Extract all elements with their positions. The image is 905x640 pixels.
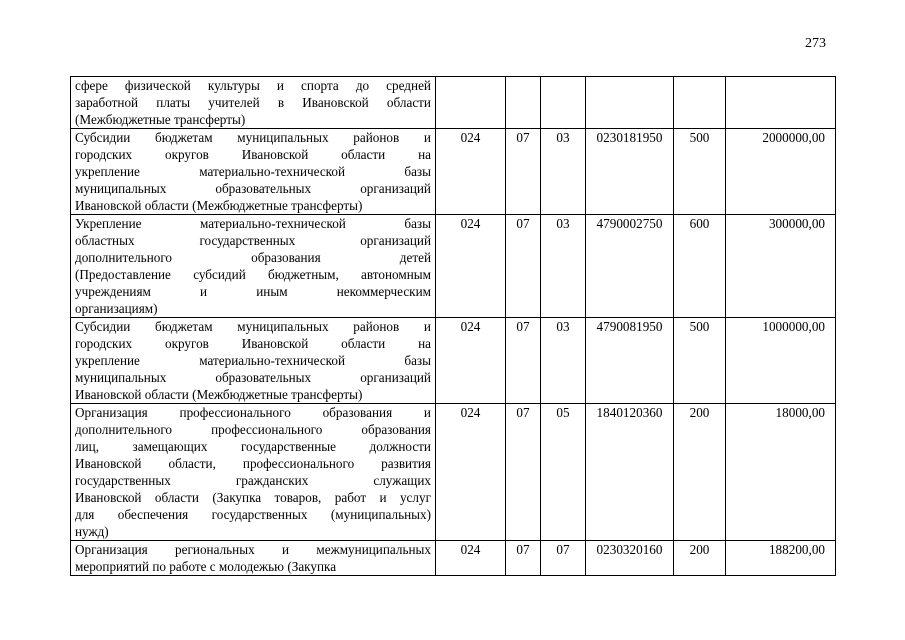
description-line: укрепление материально-технической базы xyxy=(75,164,431,179)
amount-cell: 1000000,00 xyxy=(726,318,836,404)
description-line: лиц, замещающих государственные должности xyxy=(75,439,431,454)
ministry-code-cell: 024 xyxy=(436,404,506,541)
expense-type-cell xyxy=(674,77,726,129)
description-line: Ивановской области (Закупка товаров, работ и услуг xyxy=(75,490,431,505)
target-article-cell: 4790081950 xyxy=(586,318,674,404)
subsection-code-cell: 03 xyxy=(541,215,586,318)
description-line: муниципальных образовательных организаций xyxy=(75,370,431,385)
description-line: нужд) xyxy=(75,524,109,539)
description-line: Ивановской области (Межбюджетные трансферты) xyxy=(75,198,363,213)
section-code-cell xyxy=(506,77,541,129)
expense-type-cell: 500 xyxy=(674,318,726,404)
description-cell xyxy=(71,129,436,215)
description-line: укрепление материально-технической базы xyxy=(75,353,431,368)
ministry-code-cell: 024 xyxy=(436,129,506,215)
ministry-code-cell: 024 xyxy=(436,541,506,576)
ministry-code-cell: 024 xyxy=(436,318,506,404)
amount-cell: 18000,00 xyxy=(726,404,836,541)
subsection-code-cell xyxy=(541,77,586,129)
amount-cell xyxy=(726,77,836,129)
description-line: муниципальных образовательных организаций xyxy=(75,181,431,196)
description-line: Субсидии бюджетам муниципальных районов и xyxy=(75,319,431,334)
target-article-cell: 4790002750 xyxy=(586,215,674,318)
target-article-cell: 0230181950 xyxy=(586,129,674,215)
description-cell xyxy=(71,77,436,129)
target-article-cell: 1840120360 xyxy=(586,404,674,541)
amount-cell: 188200,00 xyxy=(726,541,836,576)
description-line: городских округов Ивановской области на xyxy=(75,336,431,351)
amount-cell: 300000,00 xyxy=(726,215,836,318)
description-line: Укрепление материально-технической базы xyxy=(75,216,431,231)
section-code-cell: 07 xyxy=(506,215,541,318)
description-cell xyxy=(71,541,436,576)
budget-table xyxy=(70,76,836,576)
expense-type-cell: 200 xyxy=(674,541,726,576)
amount-cell: 2000000,00 xyxy=(726,129,836,215)
description-line: дополнительного профессионального образования xyxy=(75,422,431,437)
table-row xyxy=(71,541,836,576)
table-row xyxy=(71,215,836,318)
table-row xyxy=(71,129,836,215)
description-line: дополнительного образования детей xyxy=(75,250,431,265)
target-article-cell xyxy=(586,77,674,129)
description-line: (Межбюджетные трансферты) xyxy=(75,112,246,127)
subsection-code-cell: 03 xyxy=(541,318,586,404)
page-number: 273 xyxy=(805,36,826,51)
description-cell xyxy=(71,318,436,404)
description-line: областных государственных организаций xyxy=(75,233,431,248)
description-line: Ивановской области (Межбюджетные трансферты) xyxy=(75,387,363,402)
description-line: заработной платы учителей в Ивановской области xyxy=(75,95,431,110)
description-line: Субсидии бюджетам муниципальных районов и xyxy=(75,130,431,145)
description-line: (Предоставление субсидий бюджетным, автономным xyxy=(75,267,431,282)
description-line: городских округов Ивановской области на xyxy=(75,147,431,162)
section-code-cell: 07 xyxy=(506,541,541,576)
expense-type-cell: 500 xyxy=(674,129,726,215)
description-line: учреждениям и иным некоммерческим xyxy=(75,284,431,299)
section-code-cell: 07 xyxy=(506,318,541,404)
description-line: для обеспечения государственных (муниципальных) xyxy=(75,507,431,522)
description-cell xyxy=(71,404,436,541)
description-line: государственных гражданских служащих xyxy=(75,473,431,488)
section-code-cell: 07 xyxy=(506,404,541,541)
description-line: Организация региональных и межмуниципальных xyxy=(75,542,431,557)
ministry-code-cell: 024 xyxy=(436,215,506,318)
target-article-cell: 0230320160 xyxy=(586,541,674,576)
subsection-code-cell: 05 xyxy=(541,404,586,541)
section-code-cell: 07 xyxy=(506,129,541,215)
description-line: сфере физической культуры и спорта до средней xyxy=(75,78,431,93)
table-row xyxy=(71,318,836,404)
description-cell xyxy=(71,215,436,318)
description-line: мероприятий по работе с молодежью (Закупка xyxy=(75,559,337,574)
description-line: Ивановской области, профессионального развития xyxy=(75,456,431,471)
expense-type-cell: 200 xyxy=(674,404,726,541)
subsection-code-cell: 07 xyxy=(541,541,586,576)
table-row xyxy=(71,77,836,129)
description-line: организациям) xyxy=(75,301,158,316)
table-row xyxy=(71,404,836,541)
expense-type-cell: 600 xyxy=(674,215,726,318)
ministry-code-cell xyxy=(436,77,506,129)
subsection-code-cell: 03 xyxy=(541,129,586,215)
description-line: Организация профессионального образования и xyxy=(75,405,431,420)
